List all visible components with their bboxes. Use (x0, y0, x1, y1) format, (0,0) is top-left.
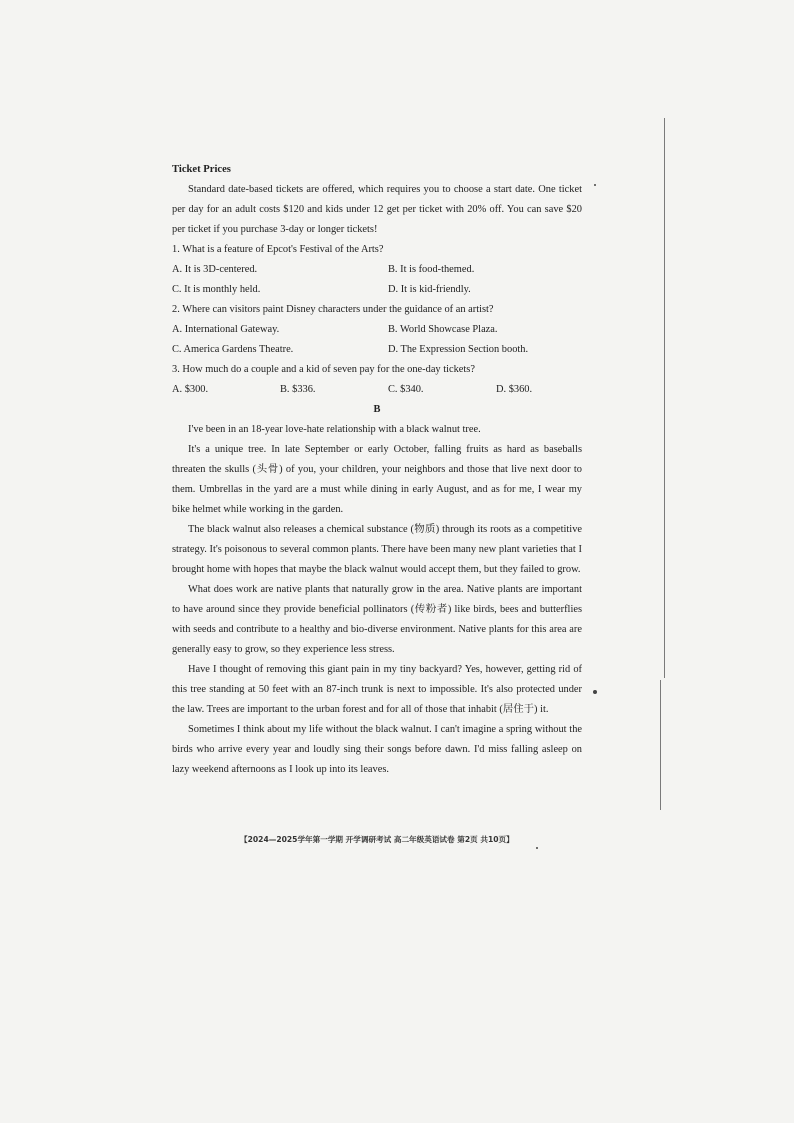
scan-speck (593, 690, 597, 694)
question-1-stem: 1. What is a feature of Epcot's Festival of the Arts? (172, 244, 384, 255)
question-2-option-b: B. World Showcase Plaza. (388, 324, 498, 335)
question-1-options-row (172, 280, 582, 300)
scan-speck (536, 847, 538, 849)
question-3-option-d: D. $360. (496, 384, 533, 395)
question-2-stem: 2. Where can visitors paint Disney characters under the guidance of an artist? (172, 304, 494, 315)
question-2-option-c: C. America Gardens Theatre. (172, 344, 294, 355)
section-b-label: B (373, 404, 381, 415)
question-2-option-d: D. The Expression Section booth. (388, 344, 529, 355)
question-2-options-row (172, 320, 582, 340)
passage-paragraph: I've been in an 18-year love-hate relationship with a black walnut tree. (188, 424, 481, 435)
question-1-option-a: A. It is 3D-centered. (172, 264, 258, 275)
content-column (172, 160, 582, 780)
scan-edge-line (664, 118, 665, 678)
ticket-prices-paragraph: Standard date-based tickets are offered, which requires you to choose a start date. One ticket per day for an adult costs $120 and kids under 12 get per ticket with 20% off. You can save $20 per ticket if you purchase 3-day or longer tickets! (172, 184, 582, 235)
passage-paragraph: Have I thought of removing this giant pain in my tiny backyard? Yes, however, getting rid of this tree standing at 50 feet with an 87-inch trunk is next to impossible. It's also protected under the law. Trees are important to the urban forest and for all of those that inhabit (居住于) it. (172, 664, 582, 715)
question-2-options-row (172, 340, 582, 360)
passage-paragraph: Sometimes I think about my life without the black walnut. I can't imagine a spring without the birds who arrive every year and loudly sing their songs before dawn. I'd miss falling asleep on lazy weekend afternoons as I look up into its leaves. (172, 724, 582, 775)
question-3-stem: 3. How much do a couple and a kid of seven pay for the one-day tickets? (172, 364, 475, 375)
question-2-option-a: A. International Gateway. (172, 324, 280, 335)
passage-paragraph: The black walnut also releases a chemical substance (物质) through its roots as a competitive strategy. It's poisonous to several common plants. There have been many new plant varieties that I brought home with hopes that maybe the black walnut would accept them, but they failed to grow. (172, 524, 582, 575)
question-1-options-row (172, 260, 582, 280)
question-3-option-b: B. $336. (280, 384, 316, 395)
question-3-option-a: A. $300. (172, 384, 209, 395)
passage-paragraph: It's a unique tree. In late September or early October, falling fruits as hard as baseballs threaten the skulls (头骨) of you, your children, your neighbors and those that live next door to them. Umbrellas in the yard are a must while dining in early August, and as for me, I wear my bike helmet while working in the garden. (172, 444, 582, 515)
page-footer: 【2024—2025学年第一学期 开学调研考试 高二年级英语试卷 第2页 共10页】 (240, 835, 514, 844)
passage-paragraph: What does work are native plants that naturally grow in the area. Native plants are important to have around since they provide beneficial pollinators (传粉者) like birds, bees and butterflies with seeds and contribute to a healthy and bio-diverse environment. Native plants for this area are generally easy to grow, so they experience less stress. (172, 584, 582, 655)
question-1-option-d: D. It is kid-friendly. (388, 284, 471, 295)
question-1-option-b: B. It is food-themed. (388, 264, 475, 275)
scan-edge-line (660, 680, 661, 810)
scan-speck (594, 184, 596, 186)
question-3-options-row (172, 380, 582, 400)
question-3-option-c: C. $340. (388, 384, 424, 395)
question-1-option-c: C. It is monthly held. (172, 284, 261, 295)
ticket-prices-heading: Ticket Prices (172, 164, 231, 175)
